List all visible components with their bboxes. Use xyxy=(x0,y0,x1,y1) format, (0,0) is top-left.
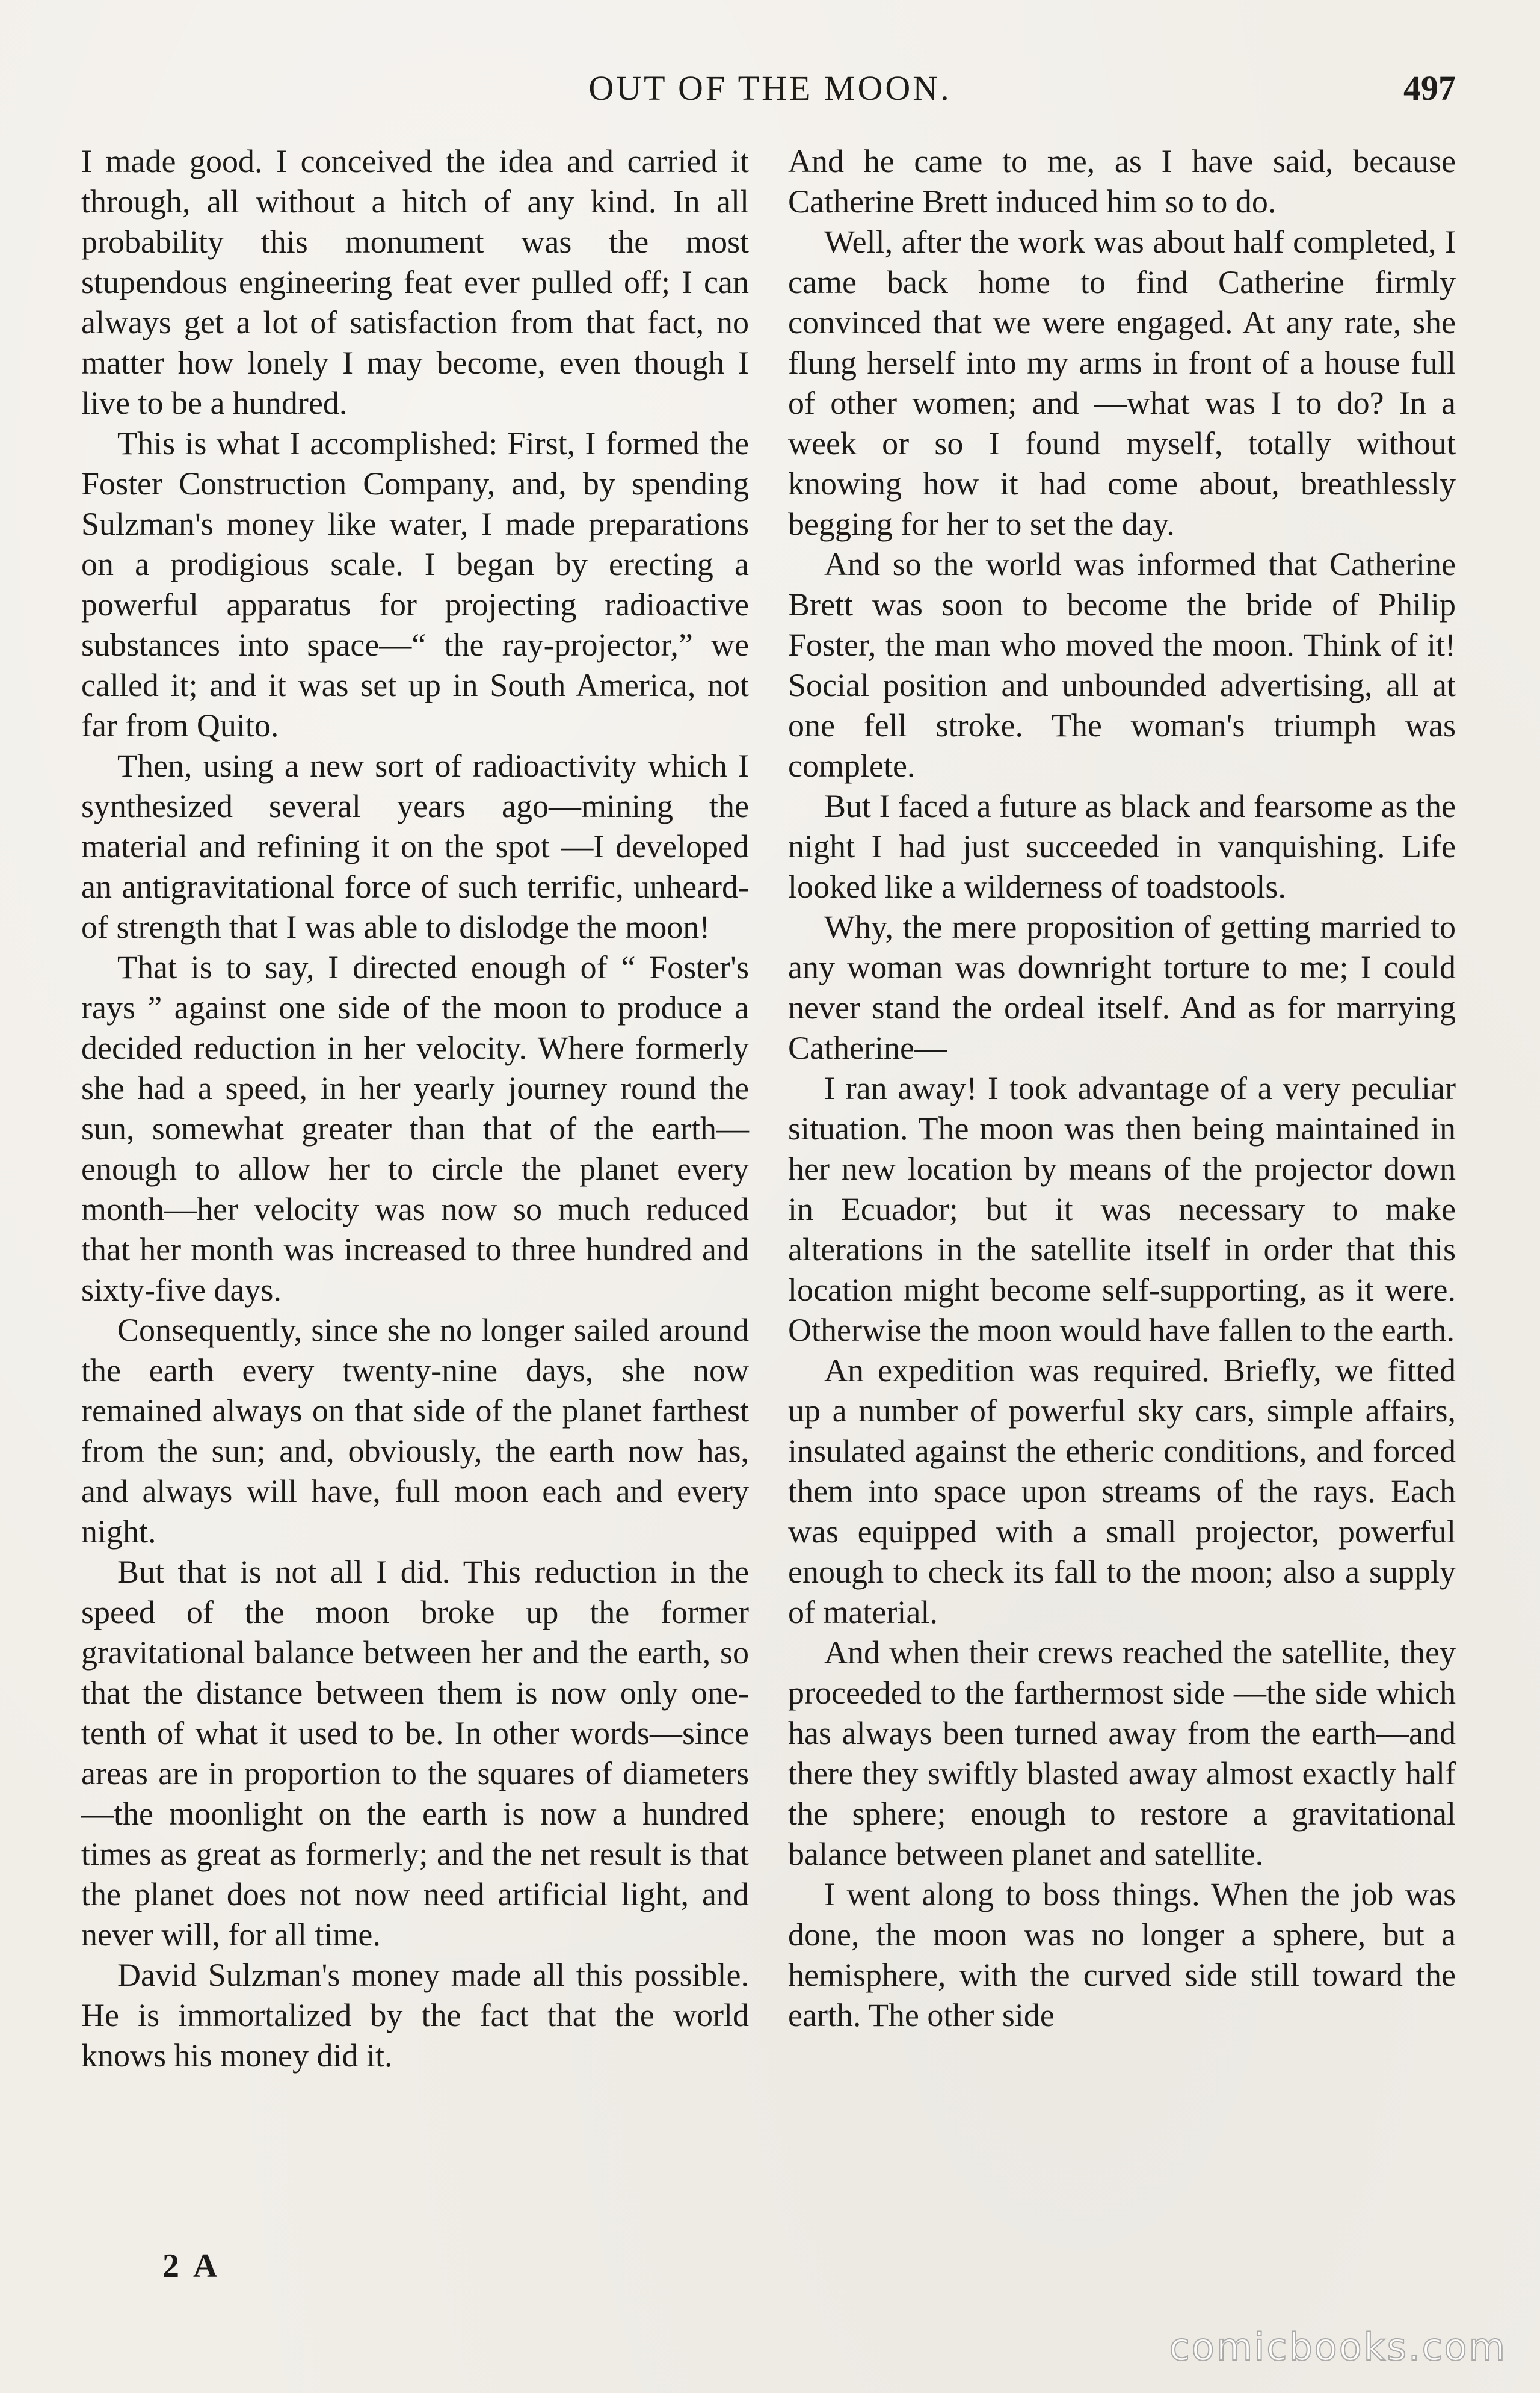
watermark: comicbooks.com xyxy=(1169,2325,1507,2369)
paragraph: And when their crews reached the satellite, they proceeded to the farthermost side —the side which has always been turned away from the earth—and there they swiftly blasted away almost exactly half the sphere; enough to restore a gravitational balance between planet and satellite. xyxy=(788,1634,1456,1872)
paragraph: This is what I accomplished: First, I formed the Foster Construction Company, and, by spending Sulzman's money like water, I made preparations on a prodigious scale. I began by erecting a powerful apparatus for projecting radioactive substances into space—“ the ray-projector,” we called it; and it was set up in South America, not far from Quito. xyxy=(81,425,749,744)
paragraph: Well, after the work was about half completed, I came back home to find Catherine firmly convinced that we were engaged. At any rate, she flung herself into my arms in front of a house full of other women; and —what was I to do? In a week or so I found myself, totally without knowing how it had come about, breathlessly begging for her to set the day. xyxy=(788,224,1456,542)
paragraph: David Sulzman's money made all this possible. He is immortalized by the fact that the world knows his money did it. xyxy=(81,1957,749,2074)
paragraph: An expedition was required. Briefly, we fitted up a number of powerful sky cars, simple affairs, insulated against the etheric conditions, and forced them into space upon streams of the rays. Each was equipped with a small projector, powerful enough to check its fall to the moon; also a supply of material. xyxy=(788,1352,1456,1630)
paragraph: That is to say, I directed enough of “ Foster's rays ” against one side of the moon to produce a decided reduction in her velocity. Where formerly she had a speed, in her yearly journey round the sun, somewhat greater than that of the earth—enough to allow her to circle the planet every month—her velocity was now so much reduced that her month was increased to three hundred and sixty-five days. xyxy=(81,949,749,1308)
paragraph: But I faced a future as black and fearsome as the night I had just succeeded in vanquishing. Life looked like a wilderness of toadstools. xyxy=(788,788,1456,905)
paragraph: I ran away! I took advantage of a very peculiar situation. The moon was then being maintained in her new location by means of the projector down in Ecuador; but it was necessary to make alterations in the satellite itself in order that this location might become self-supporting, as it were. Otherwise the moon would have fallen to the earth. xyxy=(788,1070,1456,1348)
left-column xyxy=(81,141,749,2076)
paragraph: And he came to me, as I have said, because Catherine Brett induced him so to do. xyxy=(788,143,1456,220)
page-number: 497 xyxy=(1403,69,1456,108)
running-title: OUT OF THE MOON. xyxy=(588,69,952,108)
paragraph: I went along to boss things. When the job was done, the moon was no longer a sphere, but a hemisphere, with the curved side still toward the earth. The other side xyxy=(788,1876,1456,2033)
running-head xyxy=(0,63,1540,117)
paragraph: But that is not all I did. This reduction in the speed of the moon broke up the former gravitational balance between her and the earth, so that the distance between them is now only one-tenth of what it used to be. In other words—since areas are in proportion to the squares of diameters—the moonlight on the earth is now a hundred times as great as formerly; and the net result is that the planet does not now need artificial light, and never will, for all time. xyxy=(81,1554,749,1953)
paragraph: Then, using a new sort of radioactivity which I synthesized several years ago—mining the material and refining it on the spot —I developed an antigravitational force of such terrific, unheard-of strength that I was able to dislodge the moon! xyxy=(81,748,749,945)
right-column xyxy=(788,141,1456,2036)
paragraph: I made good. I conceived the idea and carried it through, all without a hitch of any kind. In all probability this monument was the most stupendous engineering feat ever pulled off; I can always get a lot of satisfaction from that fact, no matter how lonely I may become, even though I live to be a hundred. xyxy=(81,143,749,421)
signature-mark: 2 A xyxy=(162,2247,221,2285)
paragraph: Why, the mere proposition of getting married to any woman was downright torture to me; I could never stand the ordeal itself. And as for marrying Catherine— xyxy=(788,909,1456,1066)
paragraph: Consequently, since she no longer sailed around the earth every twenty-nine days, she now remained always on that side of the planet farthest from the sun; and, obviously, the earth now has, and always will have, full moon each and every night. xyxy=(81,1312,749,1550)
paragraph: And so the world was informed that Catherine Brett was soon to become the bride of Philip Foster, the man who moved the moon. Think of it! Social position and unbounded advertising, all at one fell stroke. The woman's triumph was complete. xyxy=(788,546,1456,784)
